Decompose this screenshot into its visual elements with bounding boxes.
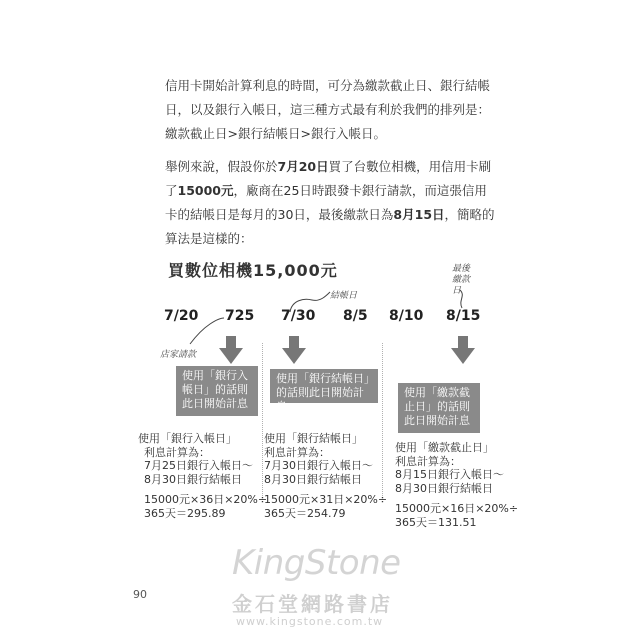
calc-title: 使用「繳款截止日」	[395, 441, 494, 454]
calc-bank-posting-date	[138, 432, 267, 520]
calc-formula: 15000元×31日×20%÷	[264, 493, 388, 506]
box-payment-due-date: 使用「繳款截止日」的話則此日開始計息	[398, 383, 480, 433]
calc-subtitle: 利息計算為：	[395, 454, 461, 468]
calc-formula: 15000元×16日×20%÷	[395, 502, 519, 515]
calc-range-start: 7月25日銀行入帳日～	[144, 459, 253, 472]
example-due-date: 8月15日	[393, 207, 445, 222]
calc-subtitle: 利息計算為：	[144, 445, 210, 459]
note-merchant-request: 店家請款	[160, 350, 197, 360]
calc-range-start: 8月15日銀行入帳日～	[395, 468, 504, 481]
calc-title: 使用「銀行結帳日」	[264, 432, 363, 445]
box-bank-closing-date: 使用「銀行結帳日」的話則此日開始計息	[270, 369, 378, 403]
calc-range-end: 8月30日銀行結帳日	[144, 472, 242, 486]
down-arrow-icon	[219, 336, 243, 364]
calc-result: 365天＝131.51	[395, 515, 477, 529]
example-date-purchase: 7月20日	[277, 159, 329, 174]
calc-subtitle: 利息計算為：	[264, 445, 330, 459]
date-label: 8/5	[343, 308, 368, 324]
paragraph-intro: 信用卡開始計算利息的時間，可分為繳款截止日、銀行結帳日，以及銀行入帳日，這三種方式最有利於我們的排列是：繳款截止日>銀行結帳日>銀行入帳日。	[165, 78, 491, 141]
watermark-brand: KingStone	[232, 543, 401, 583]
example-text-3: ，廠商在25日時跟發卡銀行請款，而這張信用卡的結帳日是每月的30日，最後繳款日為	[165, 183, 487, 222]
note-closing-day: 結帳日	[330, 291, 358, 301]
calc-result: 365天＝254.79	[264, 506, 346, 520]
example-text-1: 舉例來說，假設你於	[165, 159, 278, 174]
calc-range-start: 7月30日銀行入帳日～	[264, 459, 373, 472]
page-number: 90	[133, 588, 147, 601]
note-last-payment-day: 最後繳款日	[452, 264, 471, 296]
example-amount: 15000元	[177, 183, 234, 198]
date-label: 725	[225, 308, 255, 324]
calc-formula: 15000元×36日×20%÷	[144, 493, 268, 506]
calc-range-end: 8月30日銀行結帳日	[395, 481, 493, 495]
date-label: 7/30	[281, 308, 316, 324]
down-arrow-icon	[451, 336, 475, 364]
example-text-4: ，簡略的算法是這樣的：	[165, 207, 495, 246]
date-label: 8/15	[446, 308, 481, 324]
watermark-url: www.kingstone.com.tw	[236, 615, 384, 628]
example-text-2: 買了台數位相機，用信用卡刷了	[165, 159, 492, 198]
calc-title: 使用「銀行入帳日」	[138, 432, 237, 445]
diagram-heading: 買數位相機15,000元	[168, 261, 338, 280]
calc-bank-closing-date	[264, 432, 387, 520]
calc-range-end: 8月30日銀行結帳日	[264, 472, 362, 486]
date-label: 7/20	[164, 308, 199, 324]
calc-result: 365天＝295.89	[144, 506, 226, 520]
calc-payment-due-date	[395, 441, 518, 529]
paragraph-example	[165, 155, 495, 251]
box-bank-posting-date: 使用「銀行入帳日」的話則此日開始計息	[176, 366, 258, 416]
watermark-store-name: 金石堂網路書店	[232, 592, 393, 616]
down-arrow-icon	[282, 336, 306, 364]
date-label: 8/10	[389, 308, 424, 324]
